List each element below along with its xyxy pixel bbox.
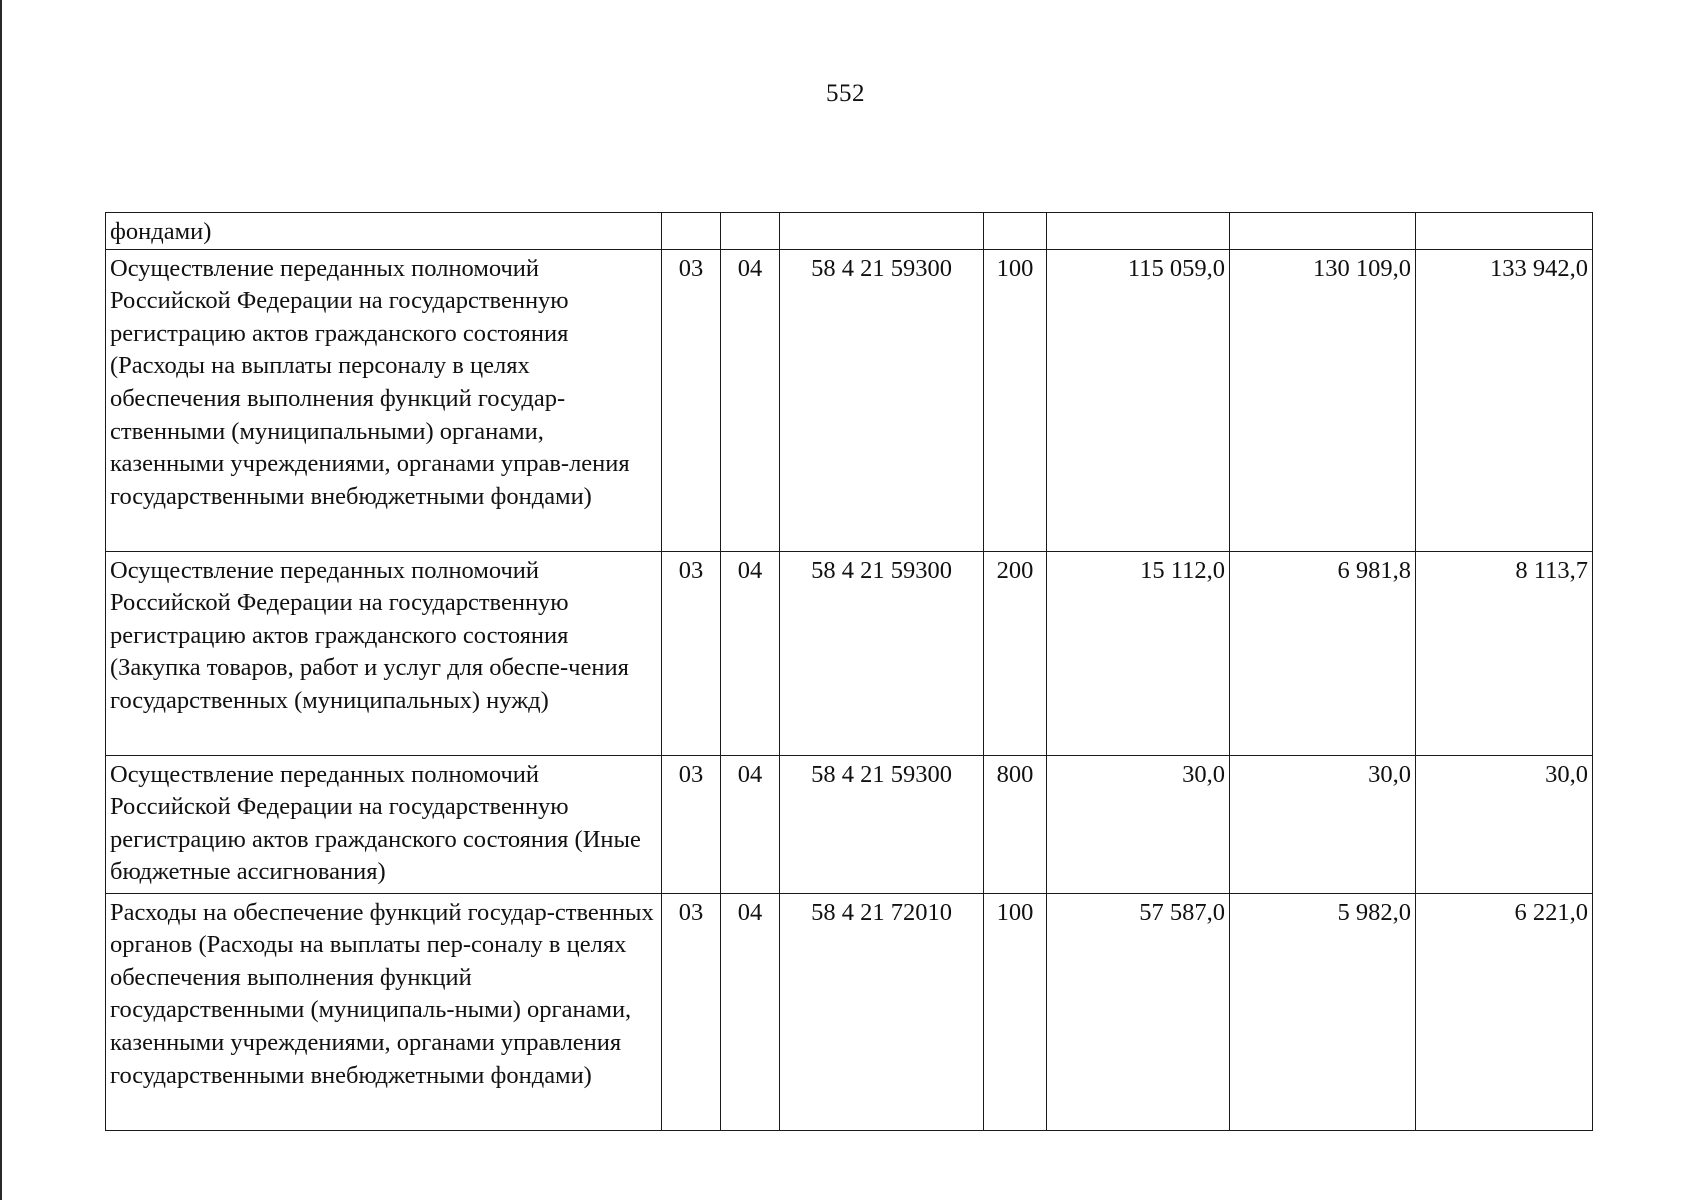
- amount-year-3: 30,0: [1416, 755, 1593, 893]
- row-description: Осуществление переданных полномочий Российской Федерации на государственную регистрацию актов гражданского состояния (Иные бюджетные ассигнования): [106, 755, 662, 893]
- table-row: [106, 893, 1593, 1130]
- section-code: 03: [662, 249, 721, 551]
- expense-type-code: 100: [984, 249, 1047, 551]
- target-article-code: 58 4 21 59300: [780, 249, 984, 551]
- amount-year-3: 6 221,0: [1416, 893, 1593, 1130]
- row-description: фондами): [106, 213, 662, 250]
- subsection-code: 04: [721, 893, 780, 1130]
- row-description: Расходы на обеспечение функций государ-ственных органов (Расходы на выплаты пер-соналу в целях обеспечения выполнения функций государственными (муниципаль-ными) органами, казенными учреждениями, органами управления государственными внебюджетными фондами): [106, 893, 662, 1130]
- amount-year-2: 30,0: [1230, 755, 1416, 893]
- expense-type-code: 800: [984, 755, 1047, 893]
- amount-year-2: 130 109,0: [1230, 249, 1416, 551]
- expense-type-code: 100: [984, 893, 1047, 1130]
- table-row: [106, 755, 1593, 893]
- expense-type-code: [984, 213, 1047, 250]
- amount-year-1: 30,0: [1047, 755, 1230, 893]
- target-article-code: 58 4 21 59300: [780, 755, 984, 893]
- target-article-code: [780, 213, 984, 250]
- section-code: 03: [662, 755, 721, 893]
- row-description: Осуществление переданных полномочий Российской Федерации на государственную регистрацию актов гражданского состояния (Закупка товаров, работ и услуг для обеспе-чения государственных (муниципальных) нужд): [106, 551, 662, 755]
- amount-year-1: [1047, 213, 1230, 250]
- page-number: 552: [826, 80, 865, 107]
- section-code: 03: [662, 893, 721, 1130]
- row-description: Осуществление переданных полномочий Российской Федерации на государственную регистрацию актов гражданского состояния (Расходы на выплаты персоналу в целях обеспечения выполнения функций государ-ственными (муниципальными) органами, казенными учреждениями, органами управ-ления государственными внебюджетными фондами): [106, 249, 662, 551]
- amount-year-2: 6 981,8: [1230, 551, 1416, 755]
- table-row: [106, 551, 1593, 755]
- amount-year-3: 8 113,7: [1416, 551, 1593, 755]
- target-article-code: 58 4 21 72010: [780, 893, 984, 1130]
- scan-edge-line: [0, 0, 2, 1200]
- budget-table: [105, 212, 1593, 1131]
- subsection-code: [721, 213, 780, 250]
- section-code: 03: [662, 551, 721, 755]
- table-row: [106, 213, 1593, 250]
- amount-year-1: 15 112,0: [1047, 551, 1230, 755]
- target-article-code: 58 4 21 59300: [780, 551, 984, 755]
- table-row: [106, 249, 1593, 551]
- amount-year-3: 133 942,0: [1416, 249, 1593, 551]
- subsection-code: 04: [721, 755, 780, 893]
- amount-year-2: [1230, 213, 1416, 250]
- subsection-code: 04: [721, 249, 780, 551]
- subsection-code: 04: [721, 551, 780, 755]
- section-code: [662, 213, 721, 250]
- expense-type-code: 200: [984, 551, 1047, 755]
- amount-year-1: 57 587,0: [1047, 893, 1230, 1130]
- amount-year-1: 115 059,0: [1047, 249, 1230, 551]
- amount-year-2: 5 982,0: [1230, 893, 1416, 1130]
- amount-year-3: [1416, 213, 1593, 250]
